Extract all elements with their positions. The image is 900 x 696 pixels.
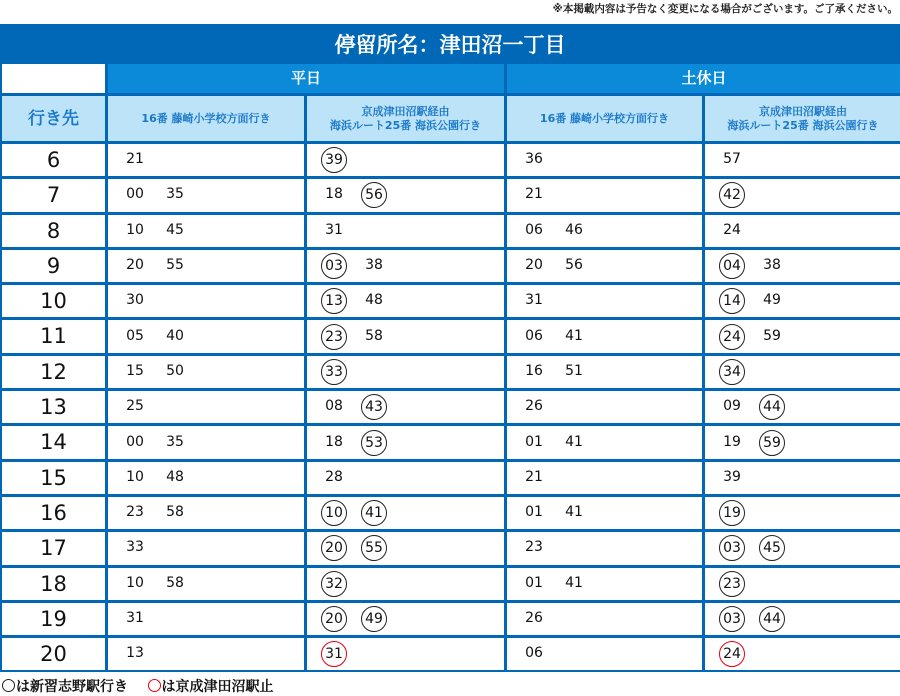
departure-minute: 44 — [759, 394, 785, 420]
minutes-cell — [307, 215, 504, 247]
departure-minute: 35 — [166, 433, 184, 450]
departure-minute: 20 — [321, 535, 347, 561]
departure-minute: 10 — [126, 574, 144, 591]
departure-minute: 14 — [719, 288, 745, 314]
departure-minute: 00 — [126, 433, 144, 450]
minutes-cell — [705, 391, 900, 423]
weekday-header: 平日 — [108, 64, 504, 93]
hour-cell: 15 — [2, 462, 105, 494]
minutes-cell — [108, 391, 304, 423]
departure-minute: 16 — [525, 362, 543, 379]
hour-cell: 17 — [2, 532, 105, 564]
departure-minute: 01 — [525, 504, 543, 521]
hour-cell: 14 — [2, 426, 105, 458]
hour-cell: 18 — [2, 568, 105, 600]
departure-minute: 39 — [723, 468, 741, 485]
departure-minute: 48 — [166, 468, 184, 485]
departure-minute: 49 — [361, 606, 387, 632]
departure-minute: 56 — [361, 182, 387, 208]
departure-minute: 58 — [166, 504, 184, 521]
minutes-cell — [108, 320, 304, 352]
departure-minute: 38 — [763, 257, 781, 274]
departure-minute: 53 — [361, 430, 387, 456]
minutes-cell — [108, 497, 304, 529]
departure-minute: 58 — [166, 574, 184, 591]
departure-minute: 51 — [565, 362, 583, 379]
minutes-cell — [705, 215, 900, 247]
departure-minute: 49 — [763, 292, 781, 309]
corner-blank — [2, 64, 105, 93]
departure-minute: 28 — [325, 468, 343, 485]
minutes-cell — [307, 426, 504, 458]
departure-minute: 59 — [763, 327, 781, 344]
hour-cell: 9 — [2, 250, 105, 282]
minutes-cell — [705, 462, 900, 494]
departure-minute: 24 — [719, 324, 745, 350]
minutes-cell — [705, 532, 900, 564]
departure-minute: 24 — [723, 221, 741, 238]
departure-minute: 41 — [565, 574, 583, 591]
minutes-cell — [507, 179, 702, 211]
departure-minute: 38 — [365, 257, 383, 274]
departure-minute: 31 — [525, 292, 543, 309]
black-circle-icon — [2, 679, 15, 692]
departure-minute: 20 — [126, 257, 144, 274]
route-header-weekday-25: 京成津田沼駅経由 海浜ルート25番 海浜公園行き — [307, 96, 504, 141]
departure-minute: 48 — [365, 292, 383, 309]
departure-minute: 19 — [723, 433, 741, 450]
minutes-cell — [507, 426, 702, 458]
departure-minute: 31 — [321, 641, 347, 667]
departure-minute: 23 — [525, 539, 543, 556]
minutes-cell — [507, 497, 702, 529]
minutes-cell — [108, 250, 304, 282]
minutes-cell — [108, 356, 304, 388]
departure-minute: 41 — [565, 504, 583, 521]
departure-minute: 24 — [719, 641, 745, 667]
departure-minute: 39 — [321, 147, 347, 173]
minutes-cell — [507, 320, 702, 352]
departure-minute: 13 — [321, 288, 347, 314]
departure-minute: 18 — [325, 186, 343, 203]
minutes-cell — [507, 462, 702, 494]
hour-cell: 16 — [2, 497, 105, 529]
minutes-cell — [108, 462, 304, 494]
departure-minute: 26 — [525, 398, 543, 415]
minutes-cell — [307, 391, 504, 423]
minutes-cell — [507, 215, 702, 247]
departure-minute: 40 — [166, 327, 184, 344]
departure-minute: 31 — [126, 610, 144, 626]
departure-minute: 01 — [525, 574, 543, 591]
departure-minute: 57 — [723, 151, 741, 168]
minutes-cell — [307, 285, 504, 317]
hour-cell: 11 — [2, 320, 105, 352]
minutes-cell — [108, 285, 304, 317]
departure-minute: 45 — [166, 221, 184, 238]
minutes-cell — [108, 603, 304, 635]
minutes-cell — [507, 568, 702, 600]
minutes-cell — [705, 250, 900, 282]
departure-minute: 55 — [361, 535, 387, 561]
minutes-cell — [705, 144, 900, 176]
departure-minute: 21 — [525, 468, 543, 485]
minutes-cell — [108, 638, 304, 670]
departure-minute: 06 — [525, 645, 543, 662]
departure-minute: 21 — [126, 151, 144, 168]
departure-minute: 10 — [126, 221, 144, 238]
departure-minute: 55 — [166, 257, 184, 274]
minutes-cell — [705, 638, 900, 670]
route-header-holiday-16: 16番 藤崎小学校方面行き — [507, 96, 702, 141]
minutes-cell — [705, 497, 900, 529]
departure-minute: 33 — [321, 359, 347, 385]
departure-minute: 15 — [126, 362, 144, 379]
departure-minute: 00 — [126, 186, 144, 203]
hour-cell: 13 — [2, 391, 105, 423]
legend: は新習志野駅行き は京成津田沼駅止 — [2, 676, 274, 696]
departure-minute: 10 — [126, 468, 144, 485]
minutes-cell — [307, 638, 504, 670]
stop-name-title: 停留所名：津田沼一丁目 — [334, 33, 566, 57]
departure-minute: 41 — [565, 327, 583, 344]
departure-minute: 06 — [525, 327, 543, 344]
route-header-weekday-16: 16番 藤崎小学校方面行き — [108, 96, 304, 141]
departure-minute: 30 — [126, 292, 144, 309]
departure-minute: 03 — [719, 606, 745, 632]
minutes-cell — [307, 462, 504, 494]
departure-minute: 31 — [325, 221, 343, 238]
route-header-holiday-25: 京成津田沼駅経由 海浜ルート25番 海浜公園行き — [705, 96, 900, 141]
minutes-cell — [307, 568, 504, 600]
minutes-cell — [307, 497, 504, 529]
departure-minute: 56 — [565, 257, 583, 274]
minutes-cell — [507, 285, 702, 317]
minutes-cell — [705, 320, 900, 352]
holiday-header: 土休日 — [507, 64, 900, 93]
timetable — [0, 24, 900, 672]
departure-minute: 18 — [325, 433, 343, 450]
departure-minute: 03 — [719, 535, 745, 561]
departure-minute: 23 — [719, 571, 745, 597]
minutes-cell — [705, 179, 900, 211]
red-circle-icon — [148, 679, 161, 692]
timetable-grid — [2, 64, 898, 670]
minutes-cell — [705, 603, 900, 635]
departure-minute: 44 — [759, 606, 785, 632]
departure-minute: 25 — [126, 398, 144, 415]
minutes-cell — [108, 215, 304, 247]
departure-minute: 21 — [525, 186, 543, 203]
hour-cell: 20 — [2, 638, 105, 670]
departure-minute: 59 — [759, 430, 785, 456]
departure-minute: 41 — [361, 500, 387, 526]
minutes-cell — [108, 532, 304, 564]
departure-minute: 20 — [525, 257, 543, 274]
departure-minute: 23 — [321, 324, 347, 350]
departure-minute: 05 — [126, 327, 144, 344]
minutes-cell — [507, 250, 702, 282]
departure-minute: 08 — [325, 398, 343, 415]
minutes-cell — [307, 356, 504, 388]
departure-minute: 23 — [126, 504, 144, 521]
minutes-cell — [507, 391, 702, 423]
minutes-cell — [705, 426, 900, 458]
minutes-cell — [705, 568, 900, 600]
departure-minute: 10 — [321, 500, 347, 526]
departure-minute: 58 — [365, 327, 383, 344]
minutes-cell — [307, 179, 504, 211]
minutes-cell — [507, 603, 702, 635]
hour-cell: 6 — [2, 144, 105, 176]
departure-minute: 06 — [525, 221, 543, 238]
departure-minute: 01 — [525, 433, 543, 450]
hour-cell: 7 — [2, 179, 105, 211]
minutes-cell — [507, 638, 702, 670]
departure-minute: 46 — [565, 221, 583, 238]
departure-minute: 26 — [525, 610, 543, 626]
departure-minute: 35 — [166, 186, 184, 203]
hour-cell: 10 — [2, 285, 105, 317]
departure-minute: 20 — [321, 606, 347, 632]
minutes-cell — [108, 179, 304, 211]
minutes-cell — [705, 356, 900, 388]
minutes-cell — [507, 532, 702, 564]
departure-minute: 41 — [565, 433, 583, 450]
minutes-cell — [108, 144, 304, 176]
disclaimer-notice: ※本掲載内容は予告なく変更になる場合がございます。ご了承ください。 — [552, 3, 898, 15]
minutes-cell — [108, 426, 304, 458]
departure-minute: 36 — [525, 151, 543, 168]
departure-minute: 45 — [759, 535, 785, 561]
minutes-cell — [307, 144, 504, 176]
minutes-cell — [507, 356, 702, 388]
minutes-cell — [307, 603, 504, 635]
minutes-cell — [108, 568, 304, 600]
departure-minute: 50 — [166, 362, 184, 379]
departure-minute: 13 — [126, 645, 144, 662]
departure-minute: 42 — [719, 182, 745, 208]
minutes-cell — [507, 144, 702, 176]
departure-minute: 19 — [719, 500, 745, 526]
destination-label: 行き先 — [2, 96, 105, 141]
departure-minute: 03 — [321, 253, 347, 279]
departure-minute: 04 — [719, 253, 745, 279]
minutes-cell — [705, 285, 900, 317]
departure-minute: 09 — [723, 398, 741, 415]
minutes-cell — [307, 250, 504, 282]
departure-minute: 33 — [126, 539, 144, 556]
minutes-cell — [307, 320, 504, 352]
departure-minute: 43 — [361, 394, 387, 420]
hour-cell: 19 — [2, 603, 105, 635]
minutes-cell — [307, 532, 504, 564]
departure-minute: 34 — [719, 359, 745, 385]
hour-cell: 12 — [2, 356, 105, 388]
hour-cell: 8 — [2, 215, 105, 247]
departure-minute: 32 — [321, 571, 347, 597]
